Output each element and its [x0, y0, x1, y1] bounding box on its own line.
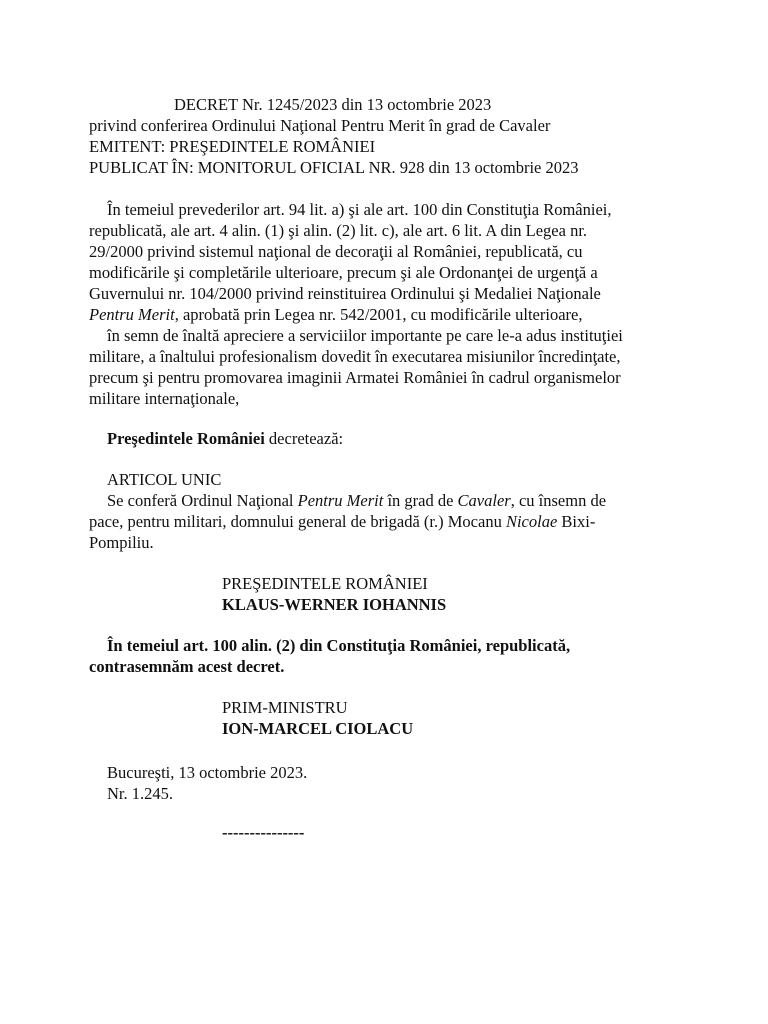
preamble-line: republicată, ale art. 4 alin. (1) şi alin. (2) lit. c), ale art. 6 lit. A din Legea nr. — [89, 221, 588, 240]
signatory-title: PRIM-MINISTRU — [222, 698, 348, 717]
preamble-line: militare, a înaltului profesionalism dovedit în executarea misiunilor încredinţate, — [89, 347, 621, 366]
countersign-text: În temeiul art. 100 alin. (2) din Constituţia României, republicată, — [107, 636, 571, 655]
signatory-title: PREŞEDINTELE ROMÂNIEI — [222, 574, 428, 593]
article-line: Pompiliu. — [89, 533, 154, 552]
order-name: Pentru Merit — [89, 305, 175, 324]
article-heading: ARTICOL UNIC — [107, 470, 222, 489]
preamble-line: în semn de înaltă apreciere a serviciilor importante pe care le-a adus instituţiei — [107, 326, 623, 345]
preamble-text: , aprobată prin Legea nr. 542/2001, cu modificările ulterioare, — [174, 305, 583, 324]
article-line: pace, pentru militari, domnului general de brigadă (r.) Mocanu Nicolae Bixi- — [89, 512, 596, 531]
decree-publication: PUBLICAT ÎN: MONITORUL OFICIAL NR. 928 din 13 octombrie 2023 — [89, 158, 579, 177]
president-label: Preşedintele României — [107, 429, 265, 448]
preamble-line: precum şi pentru promovarea imaginii Armatei României în cadrul organismelor — [89, 368, 621, 387]
place-date: Bucureşti, 13 octombrie 2023. — [107, 763, 308, 782]
signatory-name: KLAUS-WERNER IOHANNIS — [222, 595, 447, 614]
signatory-name: ION-MARCEL CIOLACU — [222, 719, 414, 738]
decree-subject: privind conferirea Ordinului Naţional Pentru Merit în grad de Cavaler — [89, 116, 551, 135]
article-line: Se conferă Ordinul Naţional Pentru Merit în grad de Cavaler, cu însemn de — [107, 491, 607, 510]
preamble-line: Guvernului nr. 104/2000 privind reinstituirea Ordinului şi Medaliei Naţionale — [89, 284, 601, 303]
countersign-text: contrasemnăm acest decret. — [89, 657, 285, 676]
preamble-line: 29/2000 privind sistemul naţional de decoraţii al României, republicată, cu — [89, 242, 583, 261]
preamble-line: modificările şi completările ulterioare, precum şi ale Ordonanţei de urgenţă a — [89, 263, 598, 282]
preamble-line: În temeiul prevederilor art. 94 lit. a) şi ale art. 100 din Constituţia României, — [107, 200, 612, 219]
decree-verb: decretează: — [264, 429, 344, 448]
separator-dashes: --------------- — [222, 823, 305, 842]
preamble-line — [89, 304, 582, 325]
decree-number: Nr. 1.245. — [107, 784, 173, 803]
decree-statement — [107, 428, 343, 449]
decree-issuer: EMITENT: PREŞEDINTELE ROMÂNIEI — [89, 137, 376, 156]
preamble-line: militare internaţionale, — [89, 389, 240, 408]
decree-title: DECRET Nr. 1245/2023 din 13 octombrie 2023 — [174, 95, 492, 114]
